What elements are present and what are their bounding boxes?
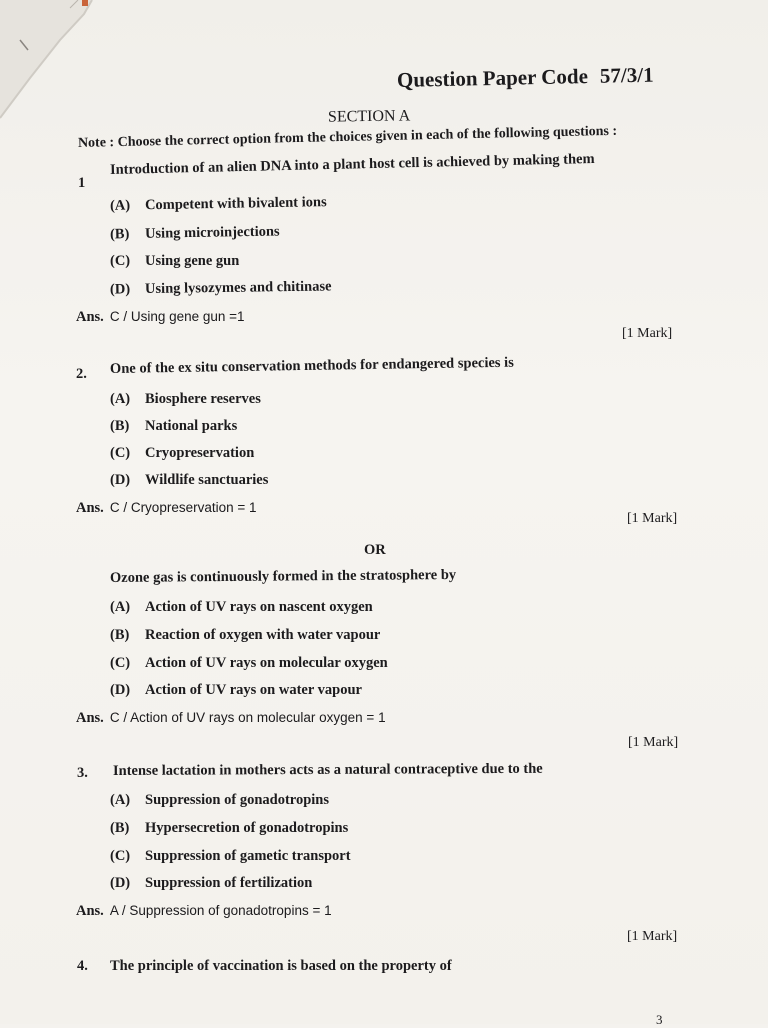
- question-number: 2.: [76, 366, 87, 382]
- page-fold-shadow: [0, 0, 110, 130]
- question-number: 4.: [77, 958, 88, 974]
- question-text: One of the ex situ conservation methods for endangered species is: [109, 354, 514, 377]
- mark-label: [1 Mark]: [627, 511, 678, 526]
- option-c: (C) Using gene gun: [110, 253, 240, 269]
- option-b: (B) Reaction of oxygen with water vapour: [110, 627, 381, 643]
- question-number: 3.: [77, 765, 88, 781]
- question-text: Intense lactation in mothers acts as a natural contraceptive due to the: [112, 760, 543, 779]
- mark-label: [1 Mark]: [622, 326, 673, 341]
- question-text: Introduction of an alien DNA into a plant host cell is achieved by making them: [109, 151, 595, 178]
- option-c: (C) Suppression of gametic transport: [110, 848, 351, 864]
- option-b: (B) Using microinjections: [109, 223, 280, 243]
- answer-line: Ans. C / Action of UV rays on molecular oxygen = 1: [76, 710, 386, 726]
- mark-label: [1 Mark]: [627, 929, 678, 944]
- option-d: (D) Wildlife sanctuaries: [110, 472, 269, 488]
- option-a: (A) Action of UV rays on nascent oxygen: [110, 599, 373, 615]
- question-number: 1: [78, 175, 86, 191]
- answer-line: Ans. C / Using gene gun =1: [76, 309, 245, 325]
- or-separator: OR: [364, 542, 386, 558]
- answer-line: Ans. C / Cryopreservation = 1: [76, 500, 257, 516]
- option-a: (A) Suppression of gonadotropins: [110, 792, 330, 808]
- mark-label: [1 Mark]: [628, 735, 679, 750]
- option-b: (B) Hypersecretion of gonadotropins: [110, 820, 349, 836]
- question-text: The principle of vaccination is based on the property of: [110, 958, 452, 974]
- option-d: (D) Action of UV rays on water vapour: [110, 682, 362, 698]
- instruction-note: Note : Choose the correct option from the choices given in each of the following questions :: [77, 123, 618, 151]
- option-b: (B) National parks: [110, 418, 238, 434]
- section-heading: SECTION A: [327, 107, 411, 126]
- option-d: (D) Suppression of fertilization: [110, 875, 313, 891]
- option-a: (A) Competent with bivalent ions: [109, 194, 327, 214]
- code-value: 57/3/1: [599, 62, 654, 88]
- option-c: (C) Cryopreservation: [110, 445, 255, 461]
- option-c: (C) Action of UV rays on molecular oxygen: [110, 655, 388, 671]
- code-label: Question Paper Code: [396, 64, 589, 92]
- question-paper-code: [397, 63, 654, 93]
- option-a: (A) Biosphere reserves: [110, 391, 261, 407]
- answer-line: Ans. A / Suppression of gonadotropins = 1: [76, 903, 332, 919]
- option-d: (D) Using lysozymes and chitinase: [109, 278, 332, 298]
- page-number: 3: [656, 1012, 663, 1027]
- question-text: Ozone gas is continuously formed in the stratosphere by: [109, 566, 457, 586]
